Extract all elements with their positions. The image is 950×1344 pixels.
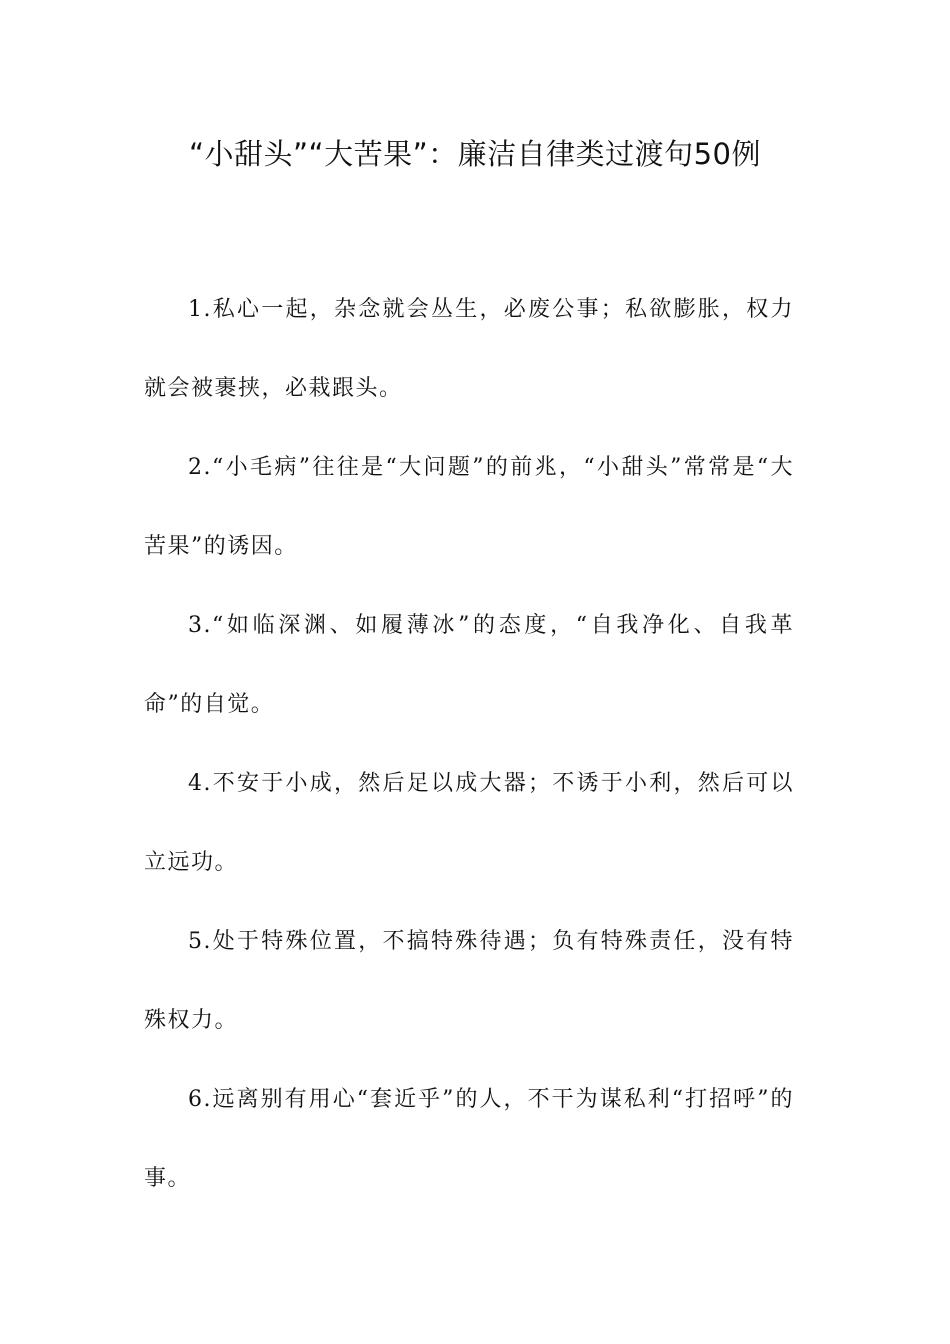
paragraph-5: 5.处于特殊位置，不搞特殊待遇；负有特殊责任，没有特殊权力。 <box>144 929 794 1033</box>
paragraph-6: 6.远离别有用心“套近乎”的人，不干为谋私利“打招呼”的事。 <box>144 1087 794 1191</box>
paragraph-2: 2.“小毛病”往往是“大问题”的前兆，“小甜头”常常是“大苦果”的诱因。 <box>144 455 794 559</box>
document-body <box>144 270 794 1218</box>
paragraph-1: 1.私心一起，杂念就会丛生，必废公事；私欲膨胀，权力就会被裹挟，必栽跟头。 <box>144 297 794 401</box>
paragraph-4: 4.不安于小成，然后足以成大器；不诱于小利，然后可以立远功。 <box>144 771 794 875</box>
document-title: “小甜头”“大苦果”：廉洁自律类过渡句50例 <box>189 137 761 171</box>
paragraph-3: 3.“如临深渊、如履薄冰”的态度，“自我净化、自我革命”的自觉。 <box>144 613 794 717</box>
